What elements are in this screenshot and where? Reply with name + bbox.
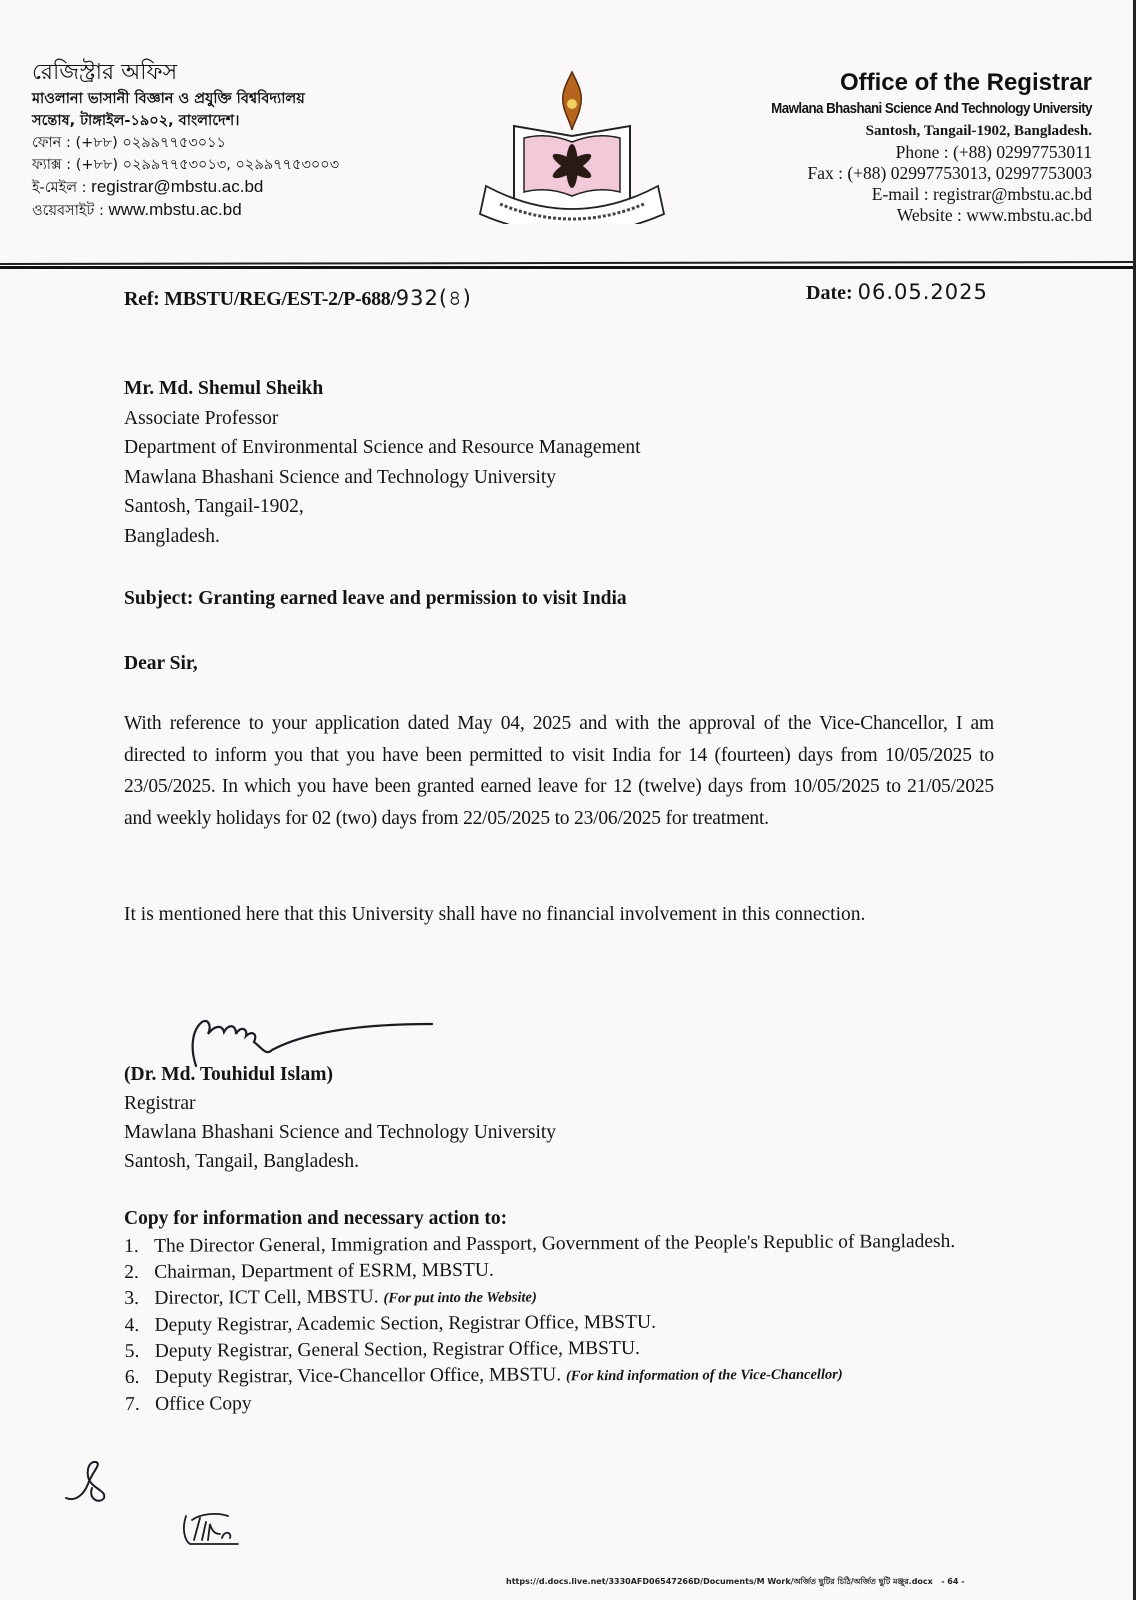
header-divider-thick — [0, 266, 1133, 269]
bangla-website-label: ওয়েবসাইট : — [32, 203, 104, 219]
bangla-office-title: রেজিস্ট্রার অফিস — [32, 60, 178, 85]
header-english — [672, 68, 1092, 226]
item-text: Chairman, Department of ESRM, MBSTU. — [154, 1259, 494, 1283]
university-name: Mawlana Bhashani Science And Technology University — [771, 101, 1092, 117]
item-number: 7. — [124, 1393, 140, 1415]
bangla-fax-value: (+৮৮) ০২৯৯৭৭৫৩০১৩, ০২৯৯৭৭৫৩০০৩ — [75, 157, 340, 173]
copy-to-list — [124, 1229, 1005, 1418]
recipient-address-line: Santosh, Tangail-1902, — [124, 496, 304, 517]
initial-signature-icon — [180, 1510, 240, 1550]
item-note: (For kind information of the Vice-Chancellor) — [565, 1366, 843, 1385]
date-handwritten: 06.05.2025 — [857, 280, 988, 304]
recipient-country: Bangladesh. — [124, 525, 220, 547]
item-number: 2. — [124, 1261, 139, 1283]
salutation: Dear Sir, — [124, 653, 198, 674]
copy-to-heading: Copy for information and necessary action to: — [124, 1208, 508, 1229]
item-note: (For put into the Website) — [383, 1289, 537, 1307]
item-text: Director, ICT Cell, MBSTU. — [154, 1286, 379, 1309]
recipient-address — [124, 374, 641, 551]
signatory-address: Santosh, Tangail, Bangladesh. — [124, 1151, 359, 1172]
header-bangla — [32, 58, 432, 222]
item-text: Deputy Registrar, General Section, Registrar Office, MBSTU. — [154, 1337, 640, 1362]
office-address: Santosh, Tangail-1902, Bangladesh. — [865, 123, 1092, 139]
bangla-website — [32, 199, 432, 222]
office-fax: Fax : (+88) 02997753013, 02997753003 — [807, 163, 1092, 183]
office-title: Office of the Registrar — [839, 69, 1092, 96]
office-phone: Phone : (+88) 02997753011 — [895, 142, 1092, 162]
recipient-name: Mr. Md. Shemul Sheikh — [124, 378, 324, 399]
date-label: Date: — [806, 282, 853, 304]
initial-mark-icon — [62, 1458, 112, 1504]
bangla-fax-label: ফ্যাক্স : — [32, 157, 72, 173]
recipient-university: Mawlana Bhashani Science and Technology University — [124, 466, 557, 488]
recipient-designation: Associate Professor — [124, 407, 279, 429]
item-number: 5. — [124, 1340, 140, 1362]
bangla-email — [32, 176, 432, 199]
item-number: 1. — [124, 1235, 139, 1257]
bangla-fax — [32, 154, 432, 176]
copy-to-item — [125, 1387, 1005, 1418]
signatory-title: Registrar — [124, 1093, 196, 1114]
signatory-name: (Dr. Md. Touhidul Islam) — [124, 1064, 333, 1085]
body-paragraph-2: It is mentioned here that this University shall have no financial involvement in this connection. — [124, 904, 866, 925]
item-number: 6. — [124, 1366, 140, 1388]
subject-line: Subject: Granting earned leave and permission to visit India — [124, 588, 627, 609]
item-number: 3. — [124, 1287, 140, 1309]
bangla-email-label: ই-মেইল : — [32, 180, 87, 196]
bangla-phone-label: ফোন : — [32, 135, 71, 151]
office-website: Website : www.mbstu.ac.bd — [896, 205, 1092, 225]
bangla-email-value: registrar@mbstu.ac.bd — [91, 177, 264, 196]
bangla-address: সন্তোষ, টাঙ্গাইল-১৯০২, বাংলাদেশ। — [32, 113, 240, 129]
item-text: Deputy Registrar, Vice-Chancellor Office, MBSTU. — [154, 1364, 562, 1388]
bangla-phone — [32, 132, 432, 154]
body-paragraph-1: With reference to your application dated May 04, 2025 and with the approval of the Vice-Chancellor, I am directed to inform you that you have been permitted to visit India for 14 (fourteen) days from 10/05/2025 to 23/05/2025. In which you have been granted earned leave for 12 (twelve) days from 10/05/2025 to 21/05/2025 and weekly holidays for 02 (two) days from 22/05/2025 to 23/06/2025 for treatment. — [124, 713, 994, 829]
reference-handwritten: 932(৪) — [395, 286, 472, 310]
item-text: Deputy Registrar, Academic Section, Registrar Office, MBSTU. — [154, 1311, 657, 1336]
signatory-university: Mawlana Bhashani Science and Technology University — [124, 1122, 557, 1143]
reference-label: Ref: MBSTU/REG/EST-2/P-688/ — [124, 288, 396, 310]
item-number: 4. — [124, 1314, 140, 1336]
item-text: The Director General, Immigration and Passport, Government of the People's Republic of Bangladesh. — [154, 1230, 956, 1257]
bangla-website-value: www.mbstu.ac.bd — [108, 200, 242, 219]
footer-path: https://d.docs.live.net/3330AFD06547266D/Documents/M Work/অর্জিত ছুটির চিঠি/অর্জিত ছুটি মঞ্জুর.docx — [506, 1577, 933, 1586]
reference-number — [124, 282, 472, 317]
office-email: E-mail : registrar@mbstu.ac.bd — [871, 184, 1092, 204]
university-logo-icon — [472, 64, 672, 224]
bangla-university-name: মাওলানা ভাসানী বিজ্ঞান ও প্রযুক্তি বিশ্ববিদ্যালয় — [32, 91, 305, 107]
item-text: Office Copy — [154, 1393, 252, 1415]
recipient-department: Department of Environmental Science and Resource Management — [124, 437, 641, 458]
signatory-block — [124, 1060, 556, 1176]
letter-date — [806, 280, 988, 305]
header-divider-thin — [0, 261, 1133, 265]
bangla-phone-value: (+৮৮) ০২৯৯৭৭৫৩০১১ — [75, 135, 226, 151]
footer-page-number: - 64 - — [941, 1577, 965, 1586]
document-footer — [506, 1576, 965, 1589]
